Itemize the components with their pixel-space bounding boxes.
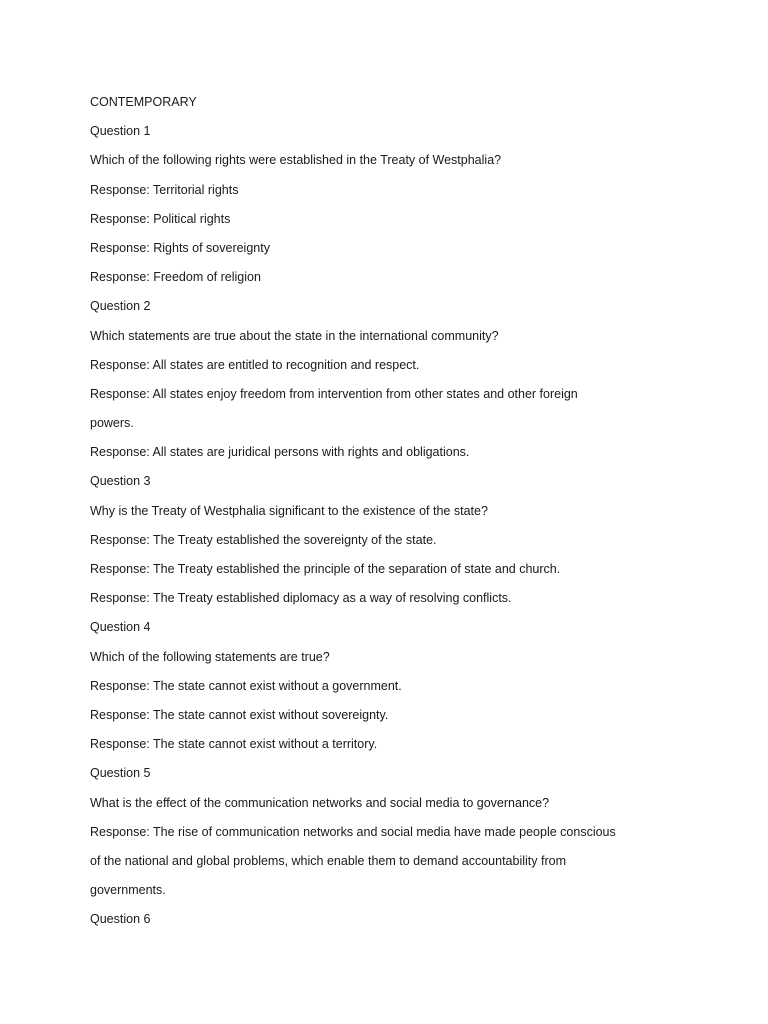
response-line: Response: The state cannot exist without a government. [90, 678, 402, 693]
response-continuation: powers. [90, 416, 134, 431]
response-line: Response: The Treaty established diplomacy as a way of resolving conflicts. [90, 591, 512, 606]
response-line: Response: Political rights [90, 211, 231, 226]
response-line: Response: All states are juridical persons with rights and obligations. [90, 445, 470, 460]
response-line: Response: The Treaty established the sovereignty of the state. [90, 532, 437, 547]
question-text: Which of the following rights were established in the Treaty of Westphalia? [90, 153, 502, 168]
response-line: Response: The Treaty established the principle of the separation of state and church. [90, 562, 561, 576]
document-body [90, 88, 650, 934]
question-text: Why is the Treaty of Westphalia significant to the existence of the state? [90, 503, 488, 518]
question-heading: Question 2 [90, 299, 151, 314]
response-continuation: governments. [90, 883, 166, 898]
response-continuation: of the national and global problems, which enable them to demand accountability from [90, 853, 566, 868]
response-line: Response: Freedom of religion [90, 270, 261, 285]
response-line: Response: All states are entitled to recognition and respect. [90, 357, 420, 372]
question-heading: Question 4 [90, 620, 151, 635]
response-line: Response: Rights of sovereignty [90, 240, 270, 255]
question-heading: Question 1 [90, 124, 151, 139]
response-line: Response: All states enjoy freedom from intervention from other states and other foreign [90, 386, 578, 401]
question-heading: Question 3 [90, 474, 151, 489]
question-text: What is the effect of the communication networks and social media to governance? [90, 795, 550, 810]
question-text: Which of the following statements are true? [90, 649, 330, 664]
question-heading: Question 5 [90, 766, 151, 781]
response-line: Response: The state cannot exist without a territory. [90, 737, 378, 752]
document-title: CONTEMPORARY [90, 95, 197, 109]
question-text: Which statements are true about the state in the international community? [90, 328, 499, 343]
response-line: Response: The rise of communication networks and social media have made people conscious [90, 824, 616, 839]
question-heading: Question 6 [90, 912, 151, 927]
response-line: Response: Territorial rights [90, 182, 239, 197]
response-line: Response: The state cannot exist without sovereignty. [90, 707, 389, 722]
